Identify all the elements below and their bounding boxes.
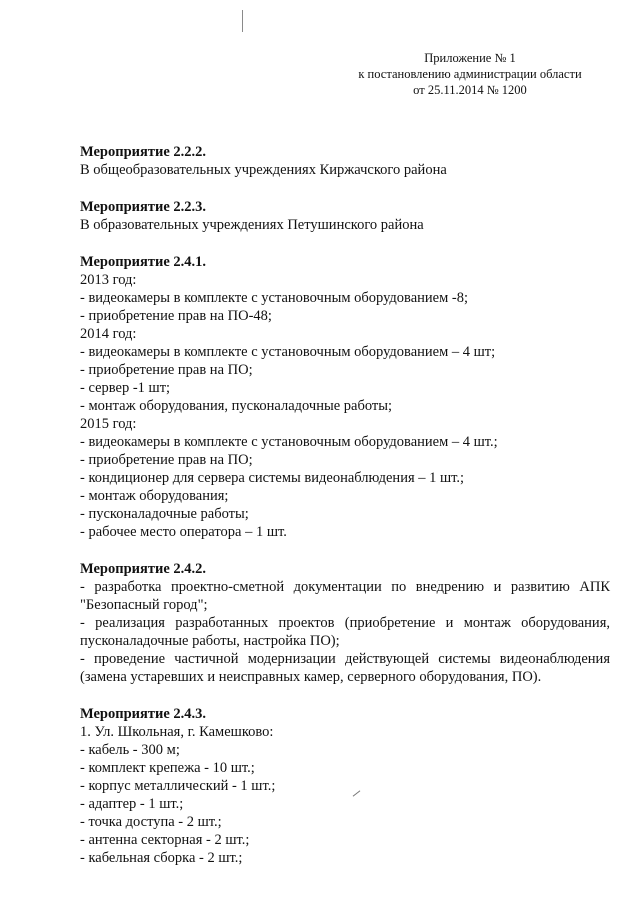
section-line: - сервер -1 шт; [80, 380, 171, 396]
section-line: - видеокамеры в комплекте с установочным оборудованием – 4 шт.; [80, 434, 498, 450]
section-line: - монтаж оборудования, пусконаладочные работы; [80, 398, 392, 414]
section-paragraph: - реализация разработанных проектов (приобретение и монтаж оборудования, пусконаладочные работы, настройка ПО); [80, 615, 610, 649]
section-line: - точка доступа - 2 шт.; [80, 814, 222, 830]
section-title: Мероприятие 2.4.3. [80, 706, 207, 722]
section-line: - адаптер - 1 шт.; [80, 796, 184, 812]
scan-artifact-line [242, 10, 243, 32]
section-line: - приобретение прав на ПО; [80, 362, 253, 378]
section-line: - пусконаладочные работы; [80, 506, 249, 522]
section-line: - видеокамеры в комплекте с установочным оборудованием -8; [80, 290, 469, 306]
appendix-resolution-ref: к постановлению администрации области [358, 67, 582, 81]
section-title: Мероприятие 2.4.2. [80, 561, 207, 577]
section-line: - видеокамеры в комплекте с установочным оборудованием – 4 шт; [80, 344, 496, 360]
section-line: - приобретение прав на ПО; [80, 452, 253, 468]
section-title: Мероприятие 2.2.3. [80, 199, 207, 215]
section-line: - кабельная сборка - 2 шт.; [80, 850, 243, 866]
section-line: 2015 год: [80, 416, 137, 432]
appendix-header [330, 50, 610, 98]
appendix-date: от 25.11.2014 № 1200 [413, 83, 527, 97]
section-line: 2013 год: [80, 272, 137, 288]
document-body [80, 143, 610, 886]
section-2-4-2 [80, 560, 610, 686]
section-paragraph: - разработка проектно-сметной документации по внедрению и развитию АПК "Безопасный город"; [80, 579, 610, 613]
section-line: 2014 год: [80, 326, 137, 342]
section-line: - рабочее место оператора – 1 шт. [80, 524, 287, 540]
section-title: Мероприятие 2.4.1. [80, 254, 207, 270]
section-2-2-2 [80, 143, 610, 179]
section-title: Мероприятие 2.2.2. [80, 144, 207, 160]
section-line: 1. Ул. Школьная, г. Камешково: [80, 724, 274, 740]
section-line: - корпус металлический - 1 шт.; [80, 778, 276, 794]
section-2-2-3 [80, 198, 610, 234]
appendix-number: Приложение № 1 [424, 51, 516, 65]
section-line: - кондиционер для сервера системы видеонаблюдения – 1 шт.; [80, 470, 465, 486]
section-line: В общеобразовательных учреждениях Киржачского района [80, 162, 447, 178]
section-line: - антенна секторная - 2 шт.; [80, 832, 250, 848]
section-line: - монтаж оборудования; [80, 488, 229, 504]
section-line: В образовательных учреждениях Петушинского района [80, 217, 424, 233]
section-2-4-3 [80, 705, 610, 867]
section-line: - приобретение прав на ПО-48; [80, 308, 272, 324]
section-line: - кабель - 300 м; [80, 742, 180, 758]
section-paragraph: - проведение частичной модернизации действующей системы видеонаблюдения (замена устаревших и неисправных камер, серверного оборудования, ПО). [80, 651, 610, 685]
section-2-4-1 [80, 253, 610, 541]
section-line: - комплект крепежа - 10 шт.; [80, 760, 255, 776]
